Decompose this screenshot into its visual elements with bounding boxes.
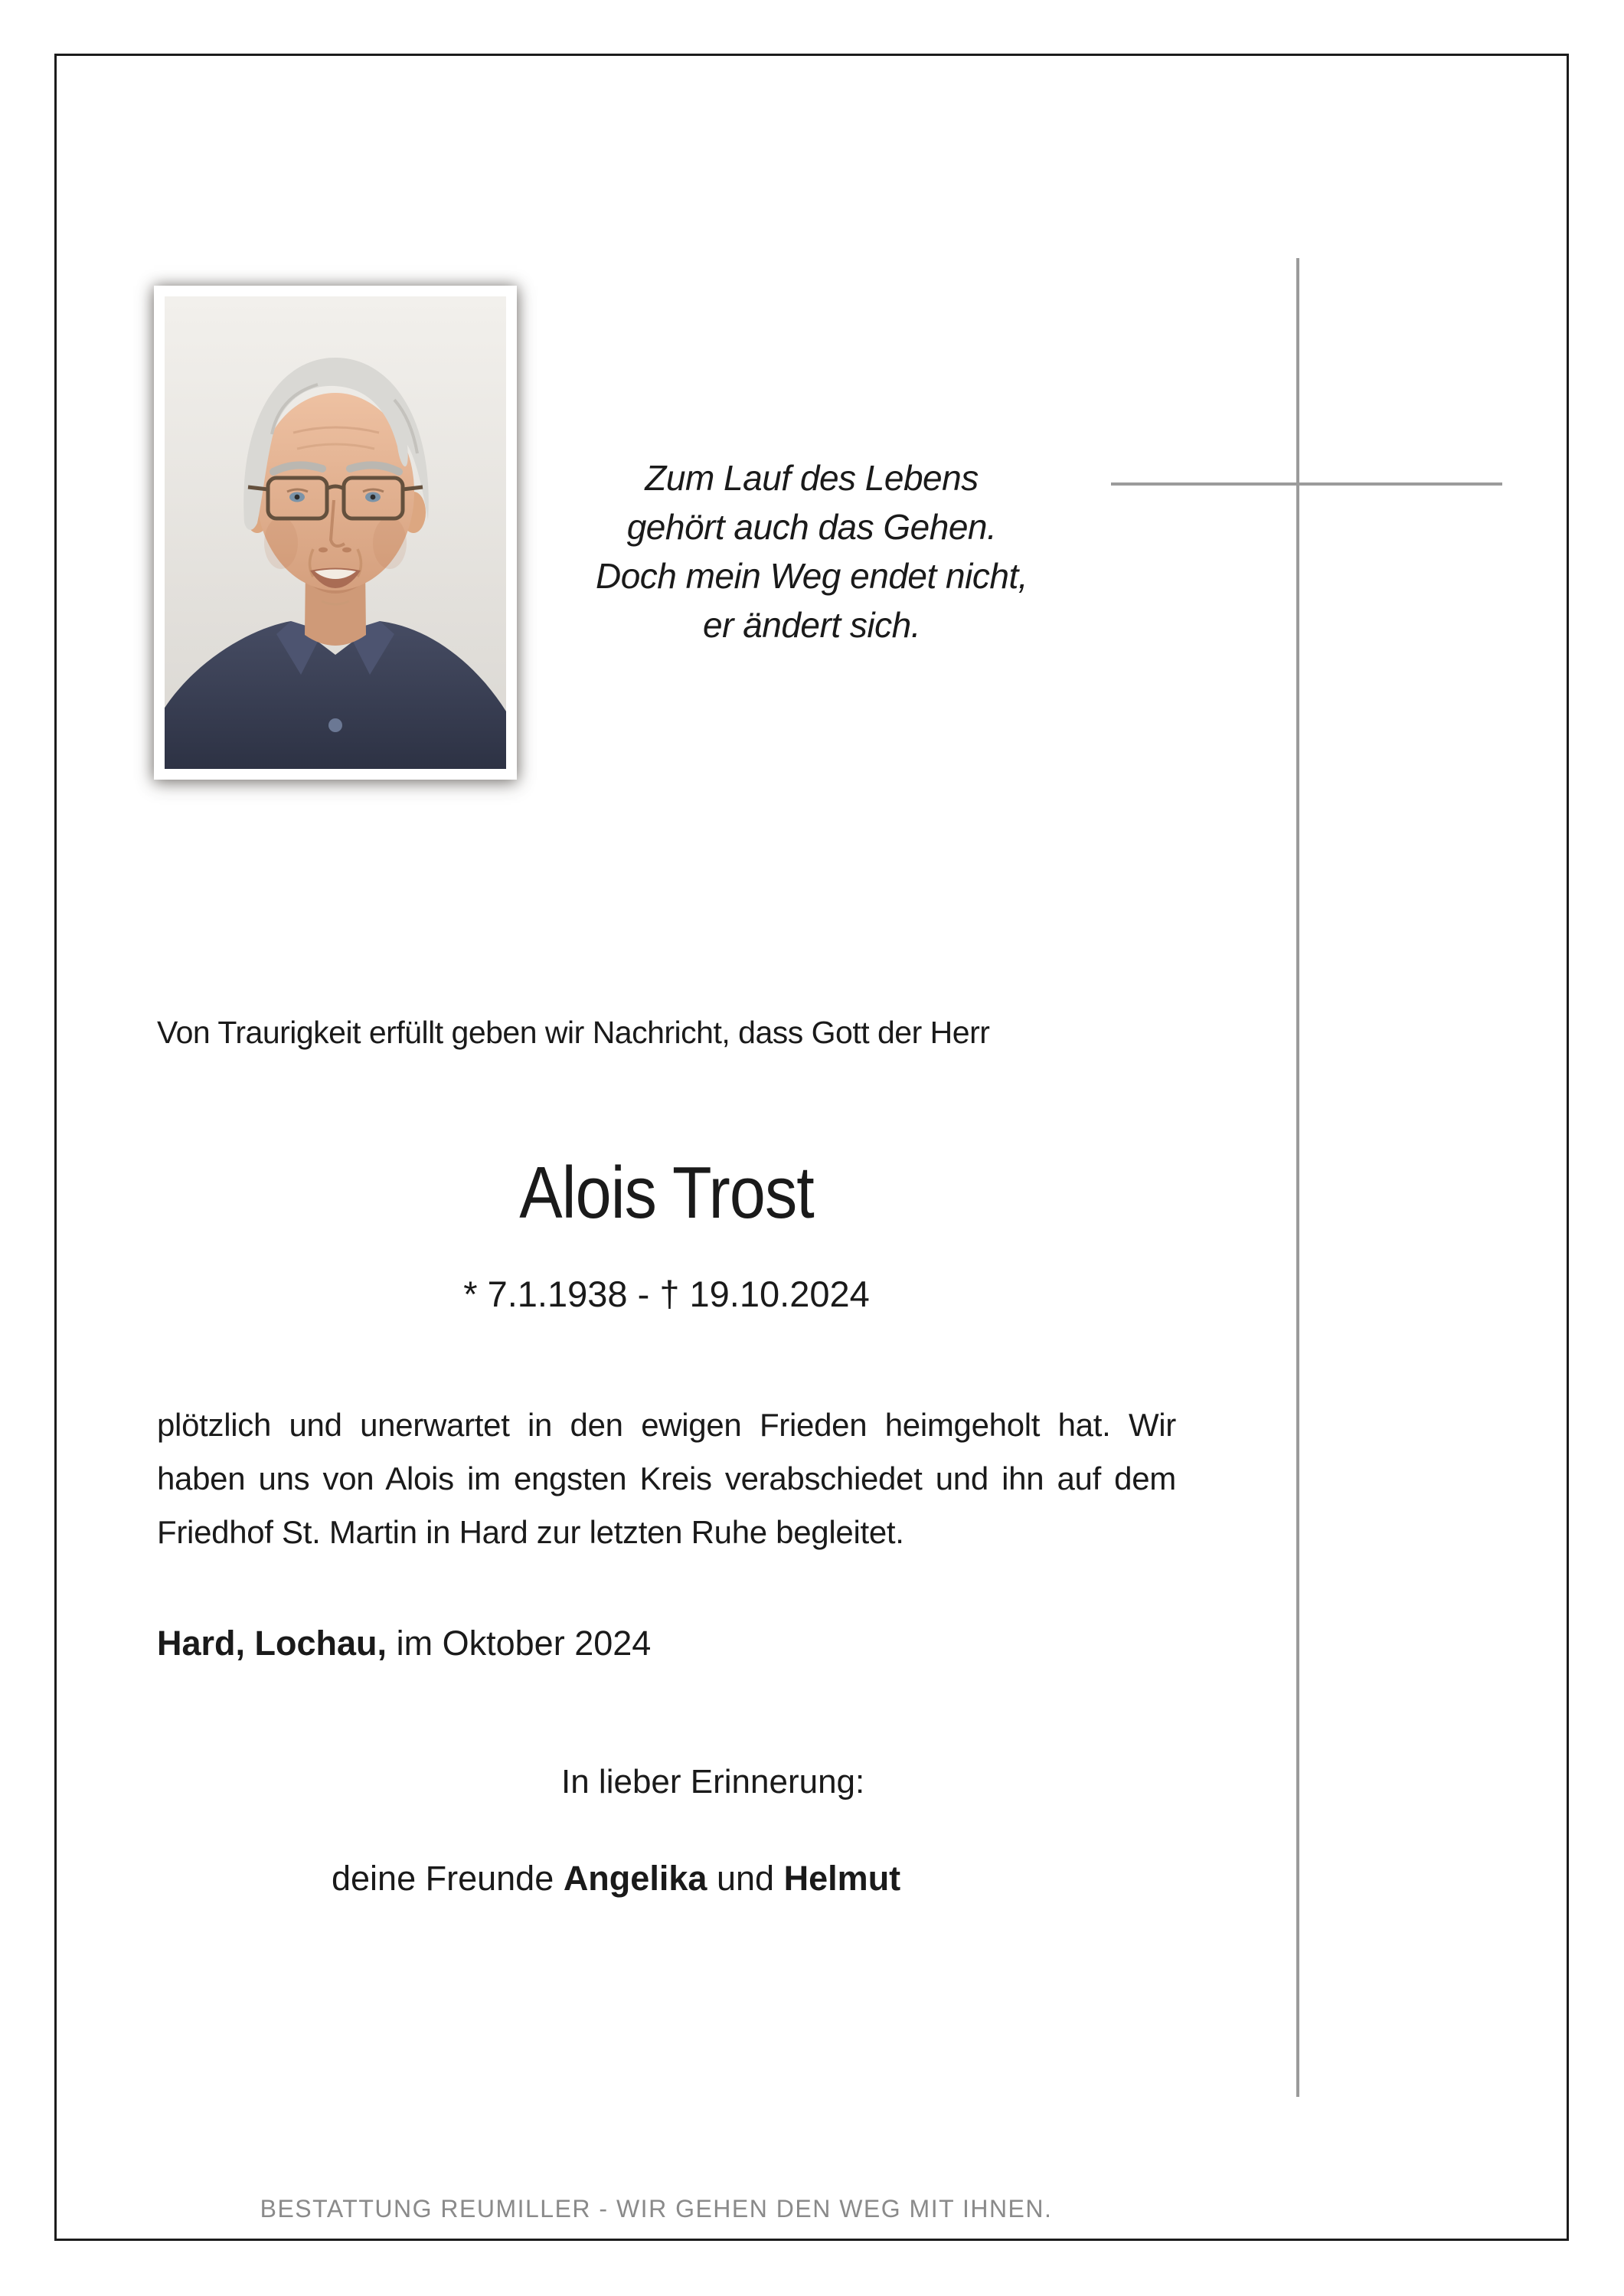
obituary-line: haben uns von Alois im engsten Kreis verabschiedet und ihn auf dem — [157, 1460, 1176, 1496]
announcement-text: Von Traurigkeit erfüllt geben wir Nachricht, dass Gott der Herr — [157, 1015, 990, 1050]
obituary-line: plötzlich und unerwartet in den ewigen Frieden heimgeholt hat. Wir — [157, 1407, 1176, 1443]
life-dates: * 7.1.1938 - † 19.10.2024 — [463, 1274, 870, 1314]
poem-line: er ändert sich. — [703, 605, 920, 645]
date-text: im Oktober 2024 — [396, 1624, 652, 1663]
deceased-name: Alois Trost — [519, 1152, 814, 1234]
obituary-line: Friedhof St. Martin in Hard zur letzten Ruhe begleitet. — [157, 1514, 904, 1550]
friend-name-helmut: Helmut — [783, 1859, 901, 1898]
memorial-poem — [544, 453, 1080, 649]
place-date-line — [157, 1622, 651, 1665]
conjunction: und — [716, 1859, 775, 1898]
deceased-name-block — [157, 1152, 1176, 1234]
friends-prefix: deine Freunde — [332, 1859, 554, 1898]
place-names: Hard, Lochau, — [157, 1624, 387, 1663]
cross-vertical-line — [1296, 258, 1299, 2097]
funeral-home-footer: BESTATTUNG REUMILLER - WIR GEHEN DEN WEG MIT IHNEN. — [260, 2195, 1053, 2222]
portrait-illustration — [165, 296, 506, 769]
friends-line — [332, 1857, 900, 1900]
poem-line: Zum Lauf des Lebens — [645, 458, 979, 498]
obituary-body — [157, 1398, 1176, 1559]
remembrance-heading: In lieber Erinnerung: — [561, 1763, 865, 1800]
portrait-photo — [154, 286, 517, 780]
poem-line: gehört auch das Gehen. — [626, 507, 997, 547]
cross-horizontal-line — [1111, 482, 1502, 486]
poem-line: Doch mein Weg endet nicht, — [595, 556, 1028, 596]
friend-name-angelika: Angelika — [563, 1859, 707, 1898]
